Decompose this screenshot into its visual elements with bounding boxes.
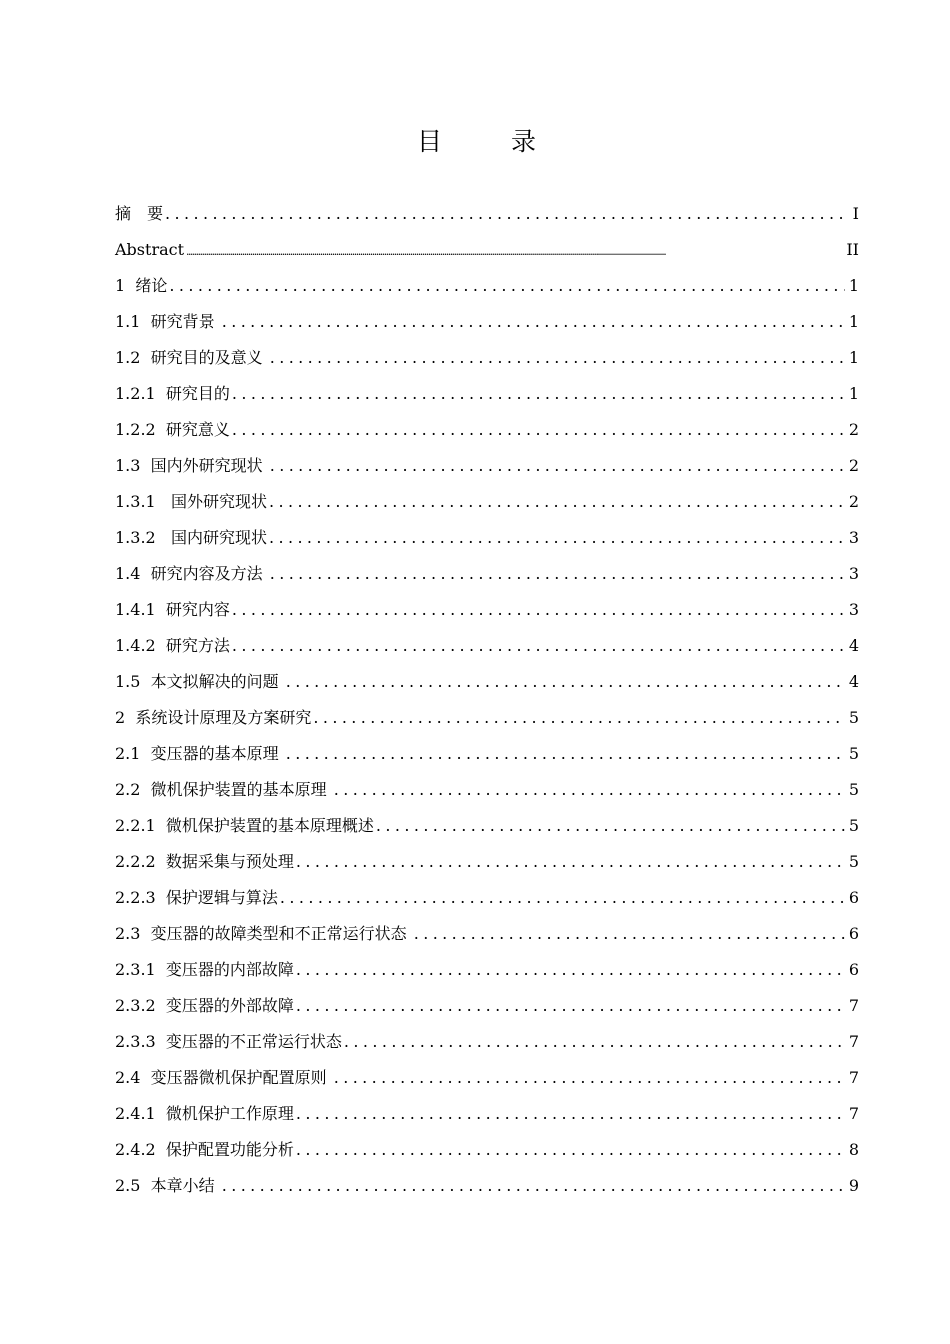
dot-leader — [169, 274, 844, 298]
toc-entry-label: 2.3.1 变压器的内部故障 — [115, 960, 294, 979]
toc-entry[interactable] — [115, 670, 859, 706]
toc-entry[interactable] — [115, 490, 859, 526]
toc-entry-page: 2 — [848, 456, 859, 475]
toc-entry-page: 1 — [848, 348, 859, 367]
toc-entry-label: 1.3.1 国外研究现状 — [115, 492, 267, 511]
toc-entry[interactable] — [115, 418, 859, 454]
dot-leader — [296, 1102, 845, 1126]
toc-entry[interactable] — [115, 994, 859, 1030]
dot-leader — [270, 346, 845, 370]
toc-entry-label: 2.4.2 保护配置功能分析 — [115, 1140, 294, 1159]
toc-entry-label: 1.2.1 研究目的 — [115, 384, 230, 403]
dot-leader — [232, 598, 845, 622]
toc-entry-page: 5 — [848, 816, 859, 835]
toc-entry-page: 6 — [848, 924, 859, 943]
dot-leader — [296, 850, 845, 874]
toc-entry[interactable] — [115, 274, 859, 310]
toc-entry-label: 1 绪论 — [115, 276, 168, 295]
dot-leader — [165, 202, 849, 226]
toc-entry[interactable] — [115, 778, 859, 814]
toc-entry-label: 2.3.3 变压器的不正常运行状态 — [115, 1032, 342, 1051]
dot-leader — [270, 562, 845, 586]
dot-leader — [296, 958, 845, 982]
toc-entry-page: 5 — [848, 852, 859, 871]
toc-entry[interactable] — [115, 562, 859, 598]
table-of-contents — [115, 202, 859, 1210]
dot-leader — [232, 382, 845, 406]
toc-entry-label: 1.4.1 研究内容 — [115, 600, 230, 619]
toc-entry[interactable] — [115, 958, 859, 994]
toc-entry-label: 2.5 本章小结 — [115, 1176, 220, 1195]
toc-entry-page: 4 — [848, 672, 859, 691]
toc-entry-page: 4 — [848, 636, 859, 655]
toc-entry-page: 1 — [848, 312, 859, 331]
toc-entry[interactable] — [115, 742, 859, 778]
toc-entry[interactable] — [115, 1102, 859, 1138]
toc-entry-page: II — [846, 240, 859, 259]
toc-entry[interactable] — [115, 526, 859, 562]
toc-entry-label: 2.3.2 变压器的外部故障 — [115, 996, 294, 1015]
toc-entry-page: I — [852, 204, 859, 223]
dot-leader — [376, 814, 845, 838]
dot-leader — [269, 490, 845, 514]
toc-entry-page: 2 — [848, 492, 859, 511]
dot-leader — [414, 922, 845, 946]
dot-leader — [334, 1066, 845, 1090]
toc-entry[interactable] — [115, 814, 859, 850]
toc-entry-page: 5 — [848, 708, 859, 727]
dot-leader — [222, 310, 845, 334]
toc-entry-page: 1 — [848, 276, 859, 295]
toc-entry[interactable] — [115, 1066, 859, 1102]
toc-entry[interactable] — [115, 454, 859, 490]
toc-entry[interactable] — [115, 886, 859, 922]
toc-entry-page: 3 — [848, 564, 859, 583]
toc-entry-label: 2.1 变压器的基本原理 — [115, 744, 284, 763]
dot-leader — [222, 1174, 845, 1198]
toc-entry-label: 1.3 国内外研究现状 — [115, 456, 268, 475]
toc-entry[interactable] — [115, 202, 859, 238]
toc-entry-label: 2.2.1 微机保护装置的基本原理概述 — [115, 816, 374, 835]
page-title: 目 录 — [416, 127, 558, 156]
toc-entry-page: 3 — [848, 600, 859, 619]
toc-entry-label: 1.4 研究内容及方法 — [115, 564, 268, 583]
toc-entry-page: 9 — [848, 1176, 859, 1195]
toc-entry-label: 2 系统设计原理及方案研究 — [115, 708, 312, 727]
toc-entry[interactable] — [115, 1030, 859, 1066]
toc-entry-label: 1.3.2 国内研究现状 — [115, 528, 267, 547]
dot-leader — [344, 1030, 845, 1054]
dot-leader — [280, 886, 845, 910]
toc-entry[interactable] — [115, 346, 859, 382]
toc-entry-page: 5 — [848, 780, 859, 799]
dot-leader — [232, 634, 845, 658]
toc-entry[interactable] — [115, 634, 859, 670]
toc-entry-page: 7 — [848, 1068, 859, 1087]
dot-leader — [232, 418, 845, 442]
toc-entry-page: 1 — [848, 384, 859, 403]
toc-entry-label: 2.4.1 微机保护工作原理 — [115, 1104, 294, 1123]
toc-entry-page: 6 — [848, 888, 859, 907]
toc-entry-page: 7 — [848, 1032, 859, 1051]
toc-entry[interactable] — [115, 1174, 859, 1210]
toc-entry-page: 6 — [848, 960, 859, 979]
dot-leader — [296, 994, 845, 1018]
dot-leader — [296, 1138, 845, 1162]
dot-leader — [334, 778, 845, 802]
toc-entry-page: 7 — [848, 996, 859, 1015]
toc-entry[interactable] — [115, 382, 859, 418]
toc-entry[interactable] — [115, 310, 859, 346]
toc-entry[interactable] — [115, 238, 859, 274]
toc-entry[interactable] — [115, 1138, 859, 1174]
toc-entry-label: Abstract — [115, 240, 185, 259]
toc-entry-label: 2.3 变压器的故障类型和不正常运行状态 — [115, 924, 412, 943]
dot-leader — [269, 526, 845, 550]
toc-entry-label: 1.2.2 研究意义 — [115, 420, 230, 439]
toc-entry-label: 1.4.2 研究方法 — [115, 636, 230, 655]
toc-entry-label: 1.2 研究目的及意义 — [115, 348, 268, 367]
toc-entry-page: 3 — [848, 528, 859, 547]
toc-entry[interactable] — [115, 922, 859, 958]
toc-entry-label: 2.2.3 保护逻辑与算法 — [115, 888, 278, 907]
dot-leader — [286, 670, 845, 694]
toc-entry-page: 5 — [848, 744, 859, 763]
toc-entry[interactable] — [115, 850, 859, 886]
toc-entry[interactable] — [115, 706, 859, 742]
dot-leader — [313, 706, 844, 730]
dot-leader — [270, 454, 845, 478]
toc-entry-label: 2.2.2 数据采集与预处理 — [115, 852, 294, 871]
toc-entry[interactable] — [115, 598, 859, 634]
toc-entry-label: 1.1 研究背景 — [115, 312, 220, 331]
toc-entry-label: 1.5 本文拟解决的问题 — [115, 672, 284, 691]
toc-entry-label: 2.4 变压器微机保护配置原则 — [115, 1068, 332, 1087]
toc-entry-page: 2 — [848, 420, 859, 439]
toc-entry-page: 8 — [848, 1140, 859, 1159]
toc-entry-label: 摘 要 — [115, 204, 164, 223]
dot-leader — [286, 742, 845, 766]
toc-entry-label: 2.2 微机保护装置的基本原理 — [115, 780, 332, 799]
toc-entry-page: 7 — [848, 1104, 859, 1123]
dot-leader — [186, 240, 842, 264]
